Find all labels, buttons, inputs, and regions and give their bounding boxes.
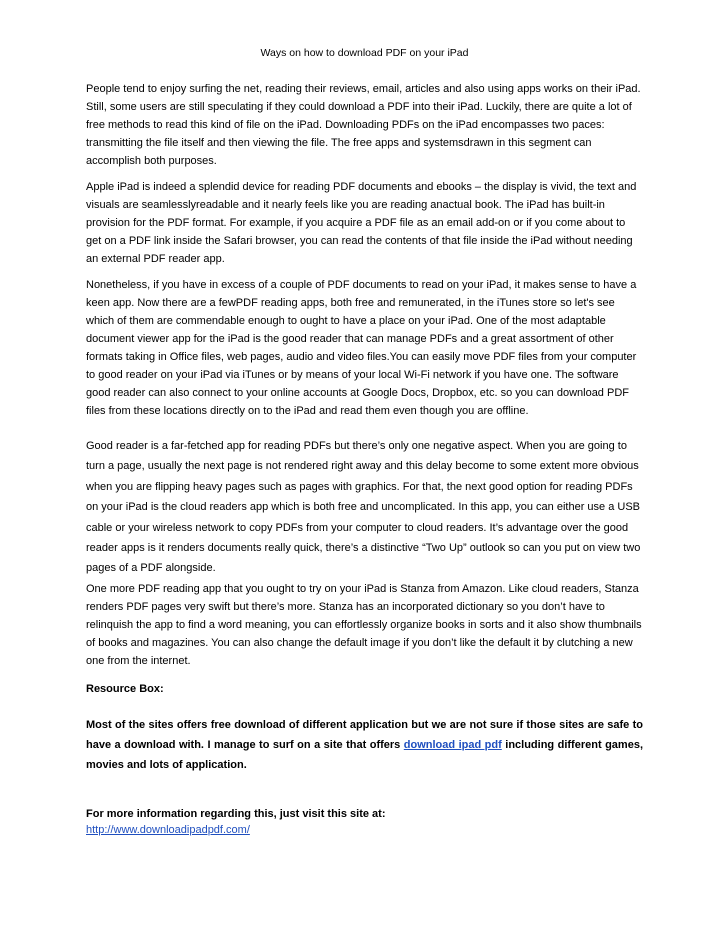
site-url-link[interactable]: http://www.downloadipadpdf.com/ [86, 824, 250, 836]
paragraph-intro: People tend to enjoy surfing the net, reading their reviews, email, articles and also using apps works on their iPad. Still, some users are still speculating if they could download a PDF into their iPad. Luckily, there are quite a lot of free methods to read this kind of file on the iPad. Downloading PDFs on the iPad encompasses two paces: transmitting the file itself and then viewing the file. The free apps and systemsdrawn in this segment can accomplish both purposes. [86, 83, 641, 167]
document-title: Ways on how to download PDF on your iPad [260, 47, 469, 59]
paragraph-good-reader: Nonetheless, if you have in excess of a couple of PDF documents to read on your iPad, it makes sense to have a keen app. Now there are a fewPDF reading apps, both free and remunerated, in the iTunes store so let's see which of them are commendable enough to ought to have a place on your iPad. One of the most adaptable document viewer app for the iPad is the good reader that can manage PDFs and a great assortment of other formats taking in Office files, web pages, audio and video files.You can easily move PDF files from your computer to good reader on your iPad via iTunes or by means of your local Wi-Fi network if you have one. The software good reader can also connect to your online accounts at Google Docs, Dropbox, etc. so you can download PDF files from these locations directly on to the iPad and read them even though you are offline. [86, 279, 637, 417]
paragraph-cloud-readers: Good reader is a far-fetched app for reading PDFs but there’s only one negative aspect. When you are going to turn a page, usually the next page is not rendered right away and this delay become to some extent more obvious when you are flipping heavy pages such as pages with graphics. For that, the next good option for reading PDFs on your iPad is the cloud readers app which is both free and uncomplicated. In this app, you can either use a USB cable or your wireless network to copy PDFs from your computer to cloud readers. It’s advantage over the good reader apps is it renders documents really quick, there’s a distinctive “Two Up” outlook so can you put on view two pages of a PDF alongside. [86, 440, 641, 575]
resource-box-text-before: Most of the sites offers free download of different application but we are not sure if those sites are safe to have a download with. I manage to surf on a site that offers [86, 719, 643, 751]
paragraph-stanza: One more PDF reading app that you ought to try on your iPad is Stanza from Amazon. Like cloud readers, Stanza renders PDF pages very swift but there’s more. Stanza has an incorporated dictionary so you don’t have to relinquish the app to find a word meaning, you can effortlessly organize books in sorts and it also show thumbnails of books and magazines. You can also change the default image if you don’t like the default it by clutching a new one from the internet. [86, 583, 642, 667]
resource-box-text-after: including different games, movies and lots of application. [86, 739, 643, 771]
download-ipad-pdf-link[interactable]: download ipad pdf [403, 739, 502, 751]
paragraph-apple-ipad: Apple iPad is indeed a splendid device for reading PDF documents and ebooks – the display is vivid, the text and visuals are seamlesslyreadable and it nearly feels like you are reading anactual book. The iPad has built-in provision for the PDF format. For example, if you acquire a PDF file as an email add-on or if you come about to get on a PDF link inside the Safari browser, you can read the contents of that file inside the iPad without needing an external PDF reader app. [86, 181, 637, 265]
resource-box-heading: Resource Box: [86, 683, 164, 695]
more-info-text: For more information regarding this, just visit this site at: [86, 808, 386, 820]
resource-box-body [86, 715, 643, 775]
